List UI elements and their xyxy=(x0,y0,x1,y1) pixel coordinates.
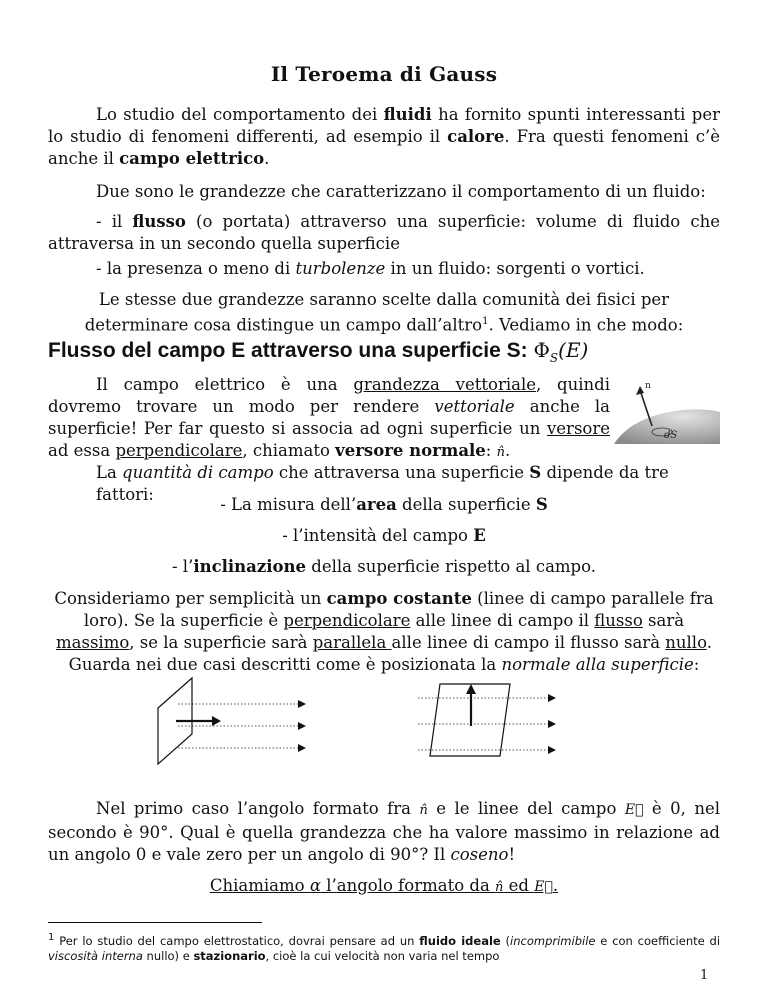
normal-vector-head xyxy=(466,684,476,694)
text: Chiamiamo xyxy=(209,876,310,895)
text: ad essa xyxy=(48,441,116,460)
field-arrow-head xyxy=(298,700,306,708)
list-item xyxy=(48,494,720,516)
italic-text: quantità di campo xyxy=(122,463,274,482)
text: Le stesse due grandezze saranno scelte dalla comunità dei fisici per determinare cosa distingue un campo dall’altro xyxy=(84,290,670,335)
heading-text: Flusso del campo E attraverso una superficie S: xyxy=(48,339,528,362)
bold-text: S xyxy=(535,495,548,514)
e-vector-symbol: E⃗ xyxy=(624,802,644,818)
alpha-symbol: α xyxy=(309,876,321,895)
text: (o portata) attraverso una superficie: volume di fluido che attraversa in un secondo quella superficie xyxy=(48,212,720,253)
underlined-text: massimo xyxy=(56,633,130,652)
bold-campo-costante: campo costante xyxy=(326,589,472,608)
n-hat-symbol: n̂ xyxy=(496,445,505,460)
text: l’angolo formato da xyxy=(320,876,496,895)
bold-calore: calore xyxy=(447,127,505,146)
underlined-text: nullo xyxy=(665,633,707,652)
underlined-text: perpendicolare xyxy=(115,441,243,460)
text: La xyxy=(96,463,123,482)
text: , se la superficie sarà xyxy=(129,633,313,652)
fluid-quantities-intro: Due sono le grandezze che caratterizzano il comportamento di un fluido: xyxy=(96,182,706,201)
text: : xyxy=(485,441,497,460)
bold-text: fluido ideale xyxy=(419,933,501,948)
parallel-surface-diagram xyxy=(418,684,556,756)
text: alle linee di campo il xyxy=(410,611,595,630)
text: . Fra questi fenomeni c’è anche il xyxy=(48,127,720,168)
text: ! xyxy=(508,845,516,864)
text: ha fornito spunti interessanti per lo studio di fenomeni differenti, ad esempio il xyxy=(48,105,720,146)
text: (linee di campo parallele fra loro). Se la superficie è xyxy=(83,589,714,630)
text: e con coefficiente di xyxy=(595,933,721,948)
text: Per lo studio del campo elettrostatico, dovrai pensare ad un xyxy=(54,933,420,948)
constant-field-paragraph xyxy=(48,588,720,676)
section-heading xyxy=(48,338,720,365)
text: della superficie xyxy=(396,495,536,514)
text: - La misura dell’ xyxy=(220,495,357,514)
list-item xyxy=(48,525,720,547)
list-item xyxy=(48,556,720,578)
phi-symbol: Φ xyxy=(533,338,550,362)
intro-paragraph xyxy=(48,104,720,170)
turbolenze-definition xyxy=(96,258,720,280)
underlined-text: parallela xyxy=(312,633,392,652)
flux-symbol xyxy=(533,338,589,365)
page-number: 1 xyxy=(700,968,709,983)
text: alle linee di campo il flusso sarà xyxy=(391,633,666,652)
e-vector-symbol: E⃗ xyxy=(534,879,553,895)
text: Nel primo caso l’angolo formato fra xyxy=(96,799,420,818)
italic-text: normale alla superficie xyxy=(501,655,694,674)
text: è 0, nel secondo è 90°. Qual è quella grandezza che ha valore massimo in relazione ad un angolo 0 e vale zero per un angolo di 90°? Il xyxy=(48,799,720,864)
text: dipende da tre fattori: xyxy=(96,463,669,504)
normal-arrow-head xyxy=(636,386,644,395)
underlined-text: versore xyxy=(546,419,610,438)
field-arrow-head xyxy=(548,746,556,754)
normal-vector-head xyxy=(212,716,221,726)
bold-flusso: flusso xyxy=(132,212,186,231)
perpendicular-surface-diagram xyxy=(158,678,306,764)
italic-text: incomprimibile xyxy=(510,933,596,948)
bold-versore-normale: versore normale xyxy=(335,441,486,460)
text: . Guarda nei due casi descritti come è posizionata la xyxy=(68,633,712,674)
underlined-text: flusso xyxy=(594,611,643,630)
text: in un fluido: sorgenti o vortici. xyxy=(385,259,645,278)
bold-text: inclinazione xyxy=(193,557,307,576)
text: Il campo elettrico è una xyxy=(96,375,354,394)
text: ed xyxy=(503,876,535,895)
field-arrow-head xyxy=(548,694,556,702)
field-arrow-head xyxy=(548,720,556,728)
text: - l’intensità del campo xyxy=(282,526,474,545)
cosine-paragraph xyxy=(48,798,720,866)
text: . xyxy=(504,441,511,460)
text: ( xyxy=(500,933,511,948)
flux-argument: (E) xyxy=(558,338,589,362)
alpha-definition xyxy=(48,875,720,899)
bold-text: area xyxy=(356,495,397,514)
footnote-divider xyxy=(48,922,262,923)
bold-fluidi: fluidi xyxy=(383,105,432,124)
text: della superficie rispetto al campo. xyxy=(306,557,596,576)
text: : xyxy=(693,655,700,674)
text: , chiamato xyxy=(242,441,336,460)
n-hat-symbol: n̂ xyxy=(419,803,428,818)
text: che attraversa una superficie xyxy=(273,463,530,482)
centered-paragraph xyxy=(60,289,708,337)
text: , quindi dovremo trovare un modo per rendere xyxy=(48,375,610,416)
text: , cioè la cui velocità non varia nel tempo xyxy=(265,948,500,963)
text: Lo studio del comportamento dei xyxy=(96,105,384,124)
n-hat-symbol: n̂ xyxy=(495,880,504,895)
bold-text: stazionario xyxy=(193,948,266,963)
field-arrow-head xyxy=(298,744,306,752)
figure-label-n: n xyxy=(645,381,651,391)
bold-s: S xyxy=(529,463,542,482)
text: . Vediamo in che modo: xyxy=(488,315,684,335)
text: e le linee del campo xyxy=(427,799,625,818)
underlined-text: perpendicolare xyxy=(283,611,411,630)
flux-diagrams xyxy=(140,672,580,772)
vector-surface-paragraph xyxy=(48,374,610,464)
bold-text: E xyxy=(473,526,486,545)
text: - il xyxy=(96,212,133,231)
bold-campo-elettrico: campo elettrico xyxy=(119,149,265,168)
text: anche la superficie! Per far questo si associa ad ogni superficie un xyxy=(48,397,610,438)
normal-vector-figure xyxy=(612,376,722,446)
italic-text: vettoriale xyxy=(434,397,515,416)
text: nullo) e xyxy=(142,948,194,963)
footnote xyxy=(48,930,720,964)
italic-coseno: coseno xyxy=(450,845,509,864)
field-arrow-head xyxy=(298,722,306,730)
italic-text: viscosità interna xyxy=(48,948,143,963)
text: . xyxy=(264,149,270,168)
footnote-ref: 1 xyxy=(482,316,489,327)
subscript-s: S xyxy=(549,351,559,365)
text: . xyxy=(552,876,559,895)
underlined-text: grandezza vettoriale xyxy=(353,375,536,394)
text: - la presenza o meno di xyxy=(96,259,296,278)
page-title: Il Teroema di Gauss xyxy=(270,62,498,86)
text: sarà xyxy=(642,611,685,630)
footnote-number: 1 xyxy=(48,932,55,943)
italic-turbolenze: turbolenze xyxy=(295,259,386,278)
text: - l’ xyxy=(171,557,194,576)
flusso-definition xyxy=(48,211,720,255)
text: Consideriamo per semplicità un xyxy=(54,589,327,608)
figure-label-ds: dS xyxy=(664,430,678,441)
alpha-definition-text xyxy=(210,876,558,895)
